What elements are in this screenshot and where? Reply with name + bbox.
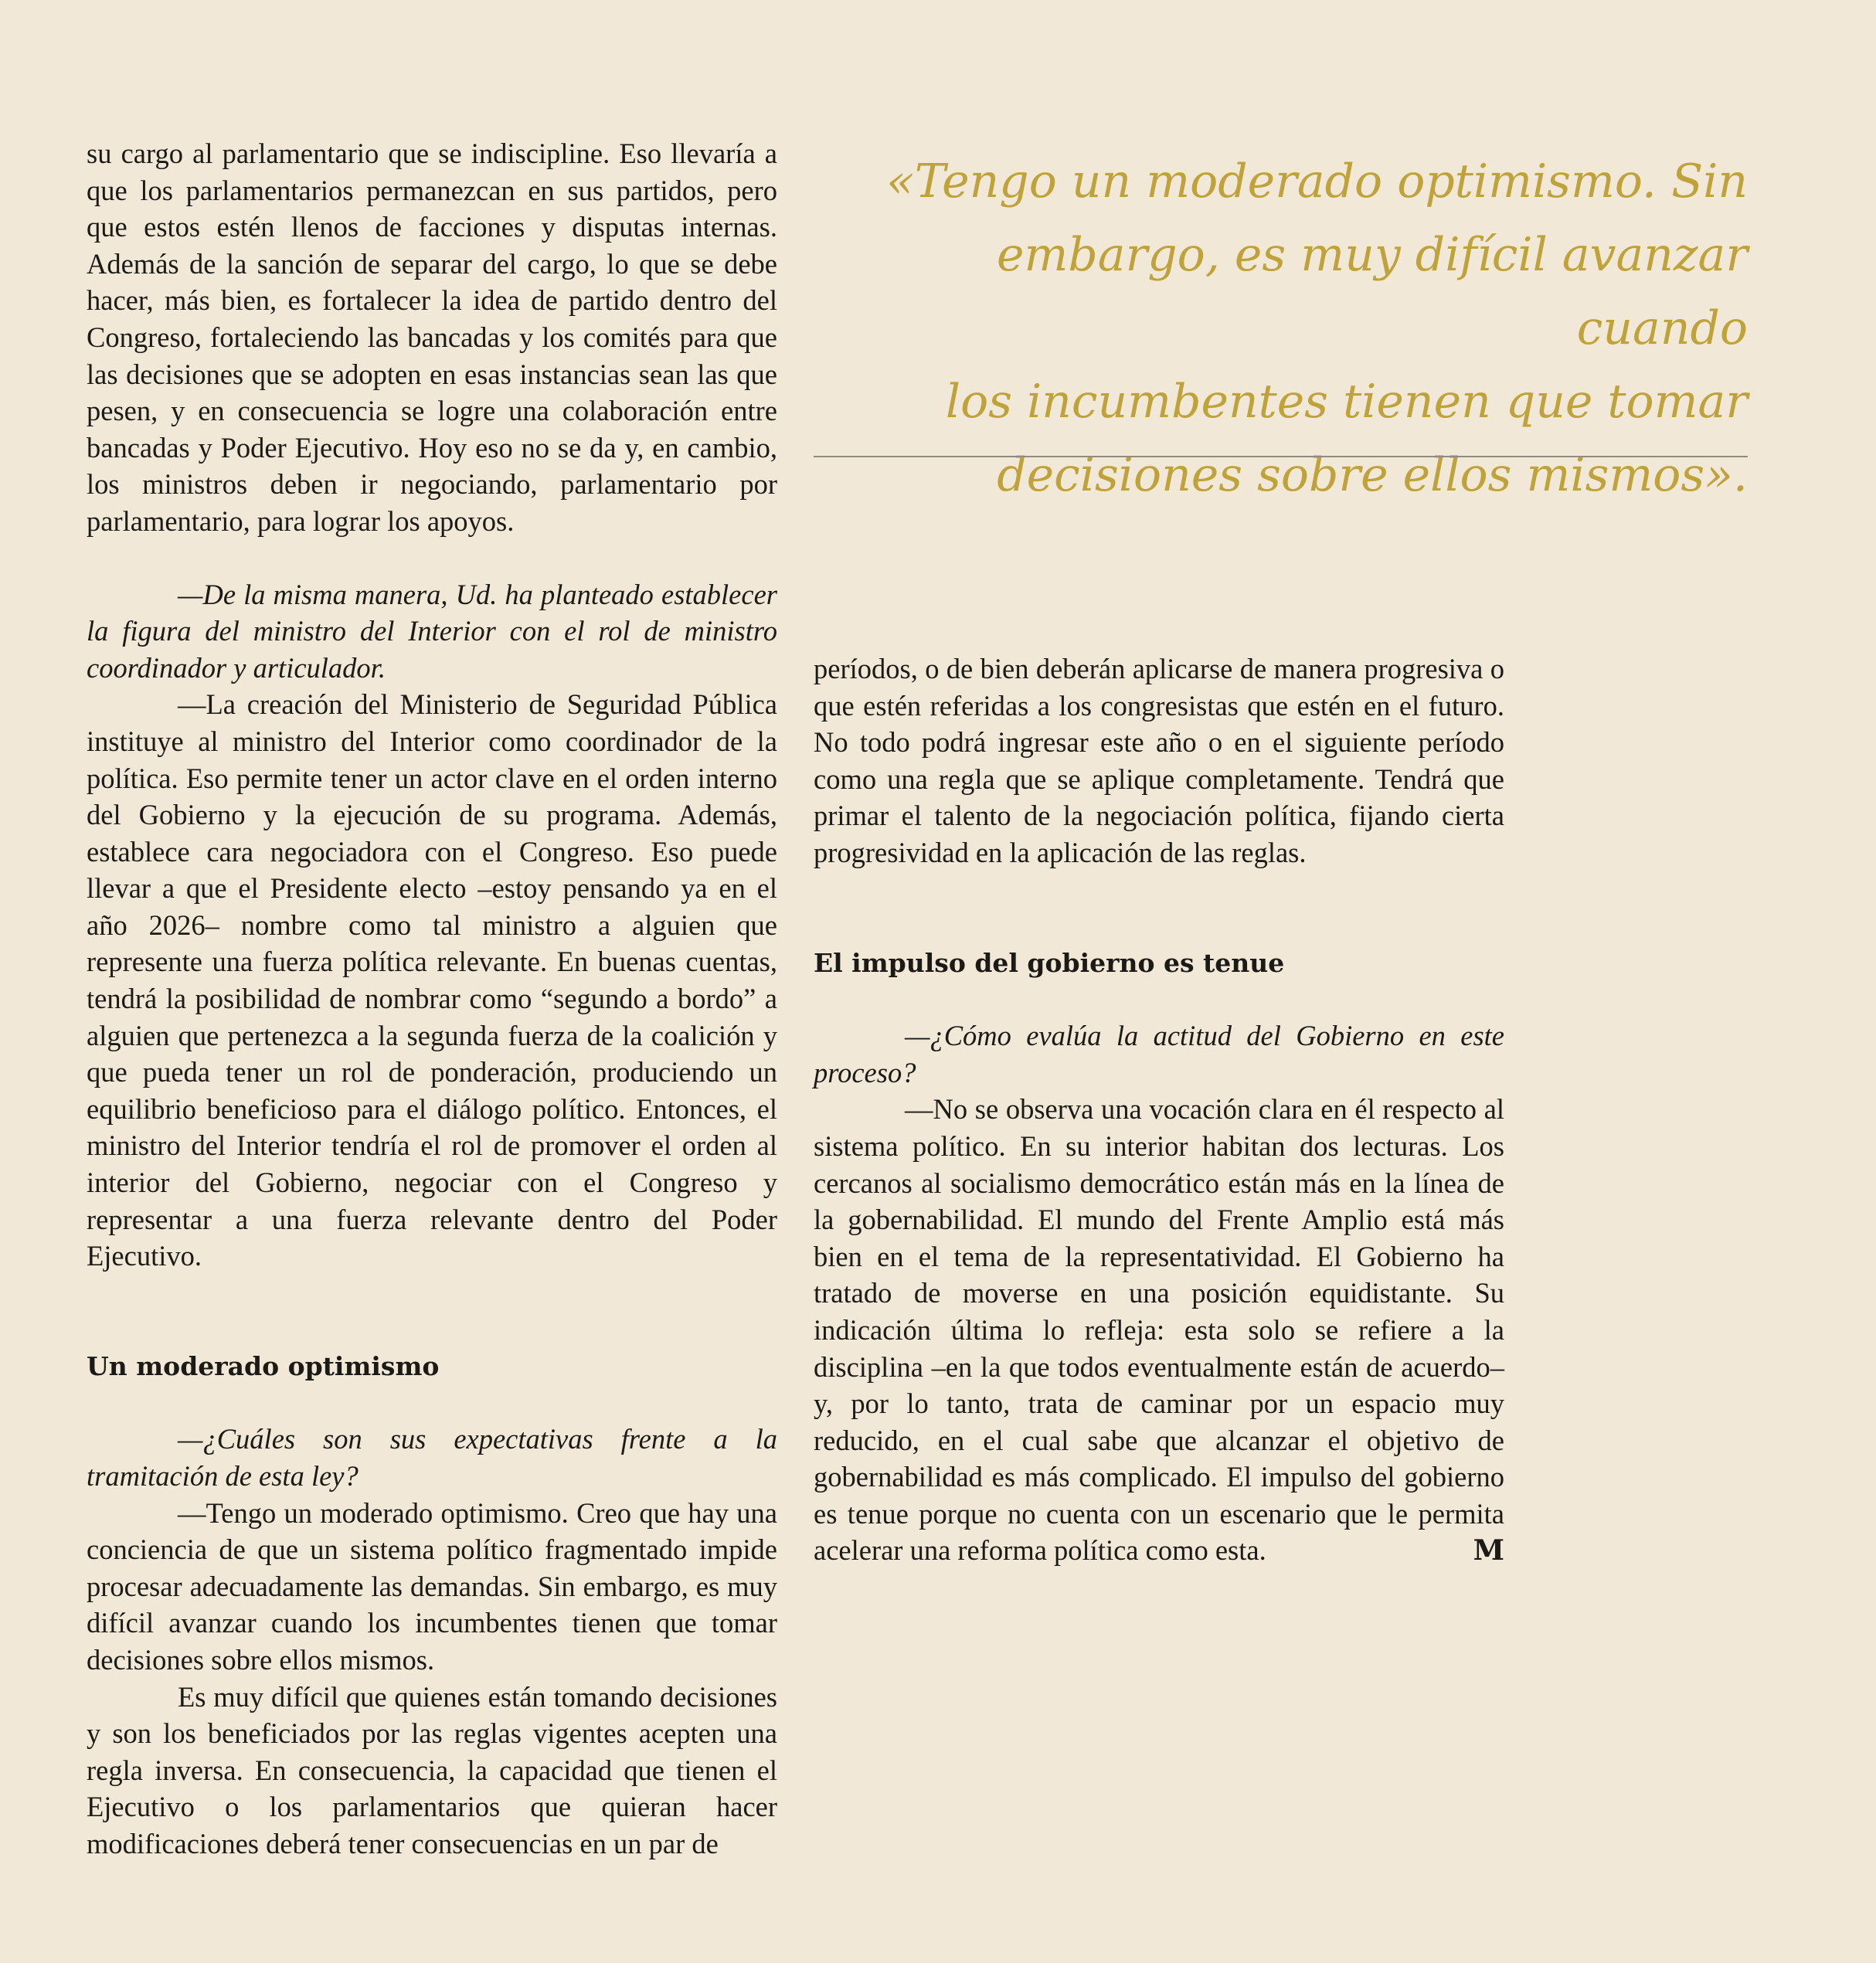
- pull-quote-line: «Tengo un moderado optimismo. Sin: [886, 155, 1748, 209]
- interview-answer: [814, 1091, 1504, 1569]
- left-column: [87, 135, 777, 1863]
- paragraph: períodos, o de bien deberán aplicarse de manera progresiva o que estén referidas a los congresistas que estén en el futuro. No todo podrá ingresar este año o en el siguiente período como una regla que se aplique completamente. Tendrá que primar el talento de la negociación política, fijando cierta progresividad en la aplicación de las reglas.: [814, 653, 1504, 868]
- pull-quote-line: decisiones sobre ellos mismos».: [997, 448, 1748, 502]
- pull-quote-line: los incumbentes tienen que tomar: [945, 375, 1748, 429]
- interview-question: —De la misma manera, Ud. ha planteado establecer la figura del ministro del Interior con el rol de ministro coordinador y articulador.: [87, 578, 777, 684]
- paragraph: su cargo al parlamentario que se indiscipline. Eso llevaría a que los parlamentarios permanezcan en sus partidos, pero que estos estén llenos de facciones y disputas internas. Además de la sanción de separar del cargo, lo que se debe hacer, más bien, es fortalecer la idea de partido dentro del Congreso, fortaleciendo las bancadas y los comités para que las decisiones que se adopten en esas instancias sean las que pesen, y en consecuencia se logre una colaboración entre bancadas y Poder Ejecutivo. Hoy eso no se da y, en cambio, los ministros deben ir negociando, parlamentario por parlamentario, para lograr los apoyos.: [87, 138, 777, 537]
- answer-text: —No se observa una vocación clara en él respecto al sistema político. En su interior habitan dos lecturas. Los cercanos al socialismo democrático están más en la línea de la gobernabilidad. El mundo del Frente Amplio está más bien en el tema de la representatividad. El Gobierno ha tratado de moverse en una posición equidistante. Su indicación última lo refleja: esta solo se refiere a la disciplina –en la que todos eventualmente están de acuerdo– y, por lo tanto, trata de caminar por un espacio muy reducido, en el cual sabe que alcanzar el objetivo de gobernabilidad es más complicado. El impulso del gobierno es tenue porque no cuenta con un escenario que le permita acelerar una reforma política como esta.: [814, 1093, 1504, 1567]
- pull-quote-divider: [814, 456, 1748, 457]
- interview-question: —¿Cuáles son sus expectativas frente a la tramitación de esta ley?: [87, 1423, 777, 1492]
- section-heading: El impulso del gobierno es tenue: [814, 947, 1285, 978]
- paragraph: Es muy difícil que quienes están tomando decisiones y son los beneficiados por las reglas vigentes acepten una regla inversa. En consecuencia, la capacidad que tienen el Ejecutivo o los parlamentarios que quieran hacer modificaciones deberá tener consecuencias en un par de: [87, 1680, 777, 1859]
- end-mark: M: [1473, 1533, 1504, 1567]
- section-heading: Un moderado optimismo: [87, 1350, 440, 1381]
- interview-answer: —Tengo un moderado optimismo. Creo que hay una conciencia de que un sistema político fragmentado impide procesar adecuadamente las demandas. Sin embargo, es muy difícil avanzar cuando los incumbentes tienen que tomar decisiones sobre ellos mismos.: [87, 1496, 777, 1676]
- right-column: [814, 650, 1504, 1569]
- interview-answer: —La creación del Ministerio de Seguridad Pública instituye al ministro del Interior como coordinador de la política. Eso permite tener un actor clave en el orden interno del Gobierno y la ejecución de su programa. Además, establece cara negociadora con el Congreso. Eso puede llevar a que el Presidente electo –estoy pensando ya en el año 2026– nombre como tal ministro a alguien que represente una fuerza política relevante. En buenas cuentas, tendrá la posibilidad de nombrar como “segundo a bordo” a alguien que pertenezca a la segunda fuerza de la coalición y que pueda tener un rol de ponderación, produciendo un equilibrio beneficioso para el diálogo político. Entonces, el ministro del Interior tendría el rol de promover el orden al interior del Gobierno, negociar con el Congreso y representar a una fuerza relevante dentro del Poder Ejecutivo.: [87, 688, 777, 1272]
- pull-quote-line: embargo, es muy difícil avanzar cuando: [996, 228, 1748, 355]
- interview-question: —¿Cómo evalúa la actitud del Gobierno en este proceso?: [814, 1020, 1504, 1088]
